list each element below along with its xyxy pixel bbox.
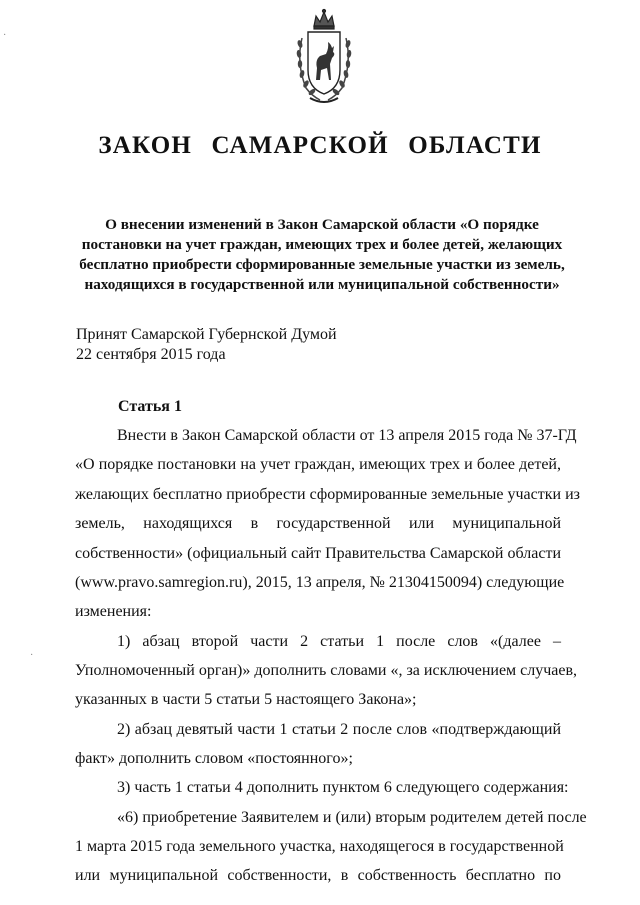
law-title: ЗАКОН САМАРСКОЙ ОБЛАСТИ [98,132,542,159]
body-line: изменения: [75,603,152,620]
body-line: желающих бесплатно приобрести сформированные земельные участки из [75,486,580,503]
subtitle-line: находящихся в государственной или муниципальной собственности» [84,276,560,293]
body-line: Внести в Закон Самарской области от 13 апреля 2015 года № 37-ГД [117,427,577,444]
scan-mark: · [3,30,7,41]
body-line: Уполномоченный орган)» дополнить словами «, за исключением случаев, [75,662,578,679]
body-line: указанных в части 5 статьи 5 настоящего Закона»; [75,691,417,708]
crown-icon [314,10,334,30]
body-line: собственности» (официальный сайт Правительства Самарской области [75,545,561,562]
body-line: 1 марта 2015 года земельного участка, находящегося в государственной [75,838,564,855]
body-line: 2) абзац девятый части 1 статьи 2 после слов «подтверждающий [117,721,561,738]
subtitle-line: бесплатно приобрести сформированные земельные участки из земель, [79,256,565,273]
body-line: «6) приобретение Заявителем и (или) вторым родителем детей после [117,809,587,826]
scan-mark: · [30,650,34,661]
body-line: или муниципальной собственности, в собственность бесплатно по [75,867,561,884]
subtitle-line: О внесении изменений в Закон Самарской области «О порядке [105,216,539,233]
adoption-line: Принят Самарской Губернской Думой [76,326,337,343]
body-line: 1) абзац второй части 2 статьи 1 после слов «(далее – [117,633,561,650]
law-subtitle [62,215,582,295]
adoption-note [76,325,337,365]
adoption-date: 22 сентября 2015 года [76,346,226,363]
ribbon-icon [310,98,338,102]
subtitle-line: постановки на учет граждан, имеющих трех и более детей, желающих [81,236,563,253]
shield-icon [308,32,340,94]
body-line: (www.pravo.samregion.ru), 2015, 13 апреля, № 21304150094) следующие [75,574,565,591]
body-line: 3) часть 1 статьи 4 дополнить пунктом 6 следующего содержания: [117,779,569,796]
body-line: факт» дополнить словом «постоянного»; [75,750,353,767]
coat-of-arms-emblem [290,8,358,108]
article-heading: Статья 1 [118,398,182,415]
body-line: «О порядке постановки на учет граждан, имеющих трех и более детей, [75,456,561,473]
body-line: земель, находящихся в государственной или муниципальной [75,515,561,532]
